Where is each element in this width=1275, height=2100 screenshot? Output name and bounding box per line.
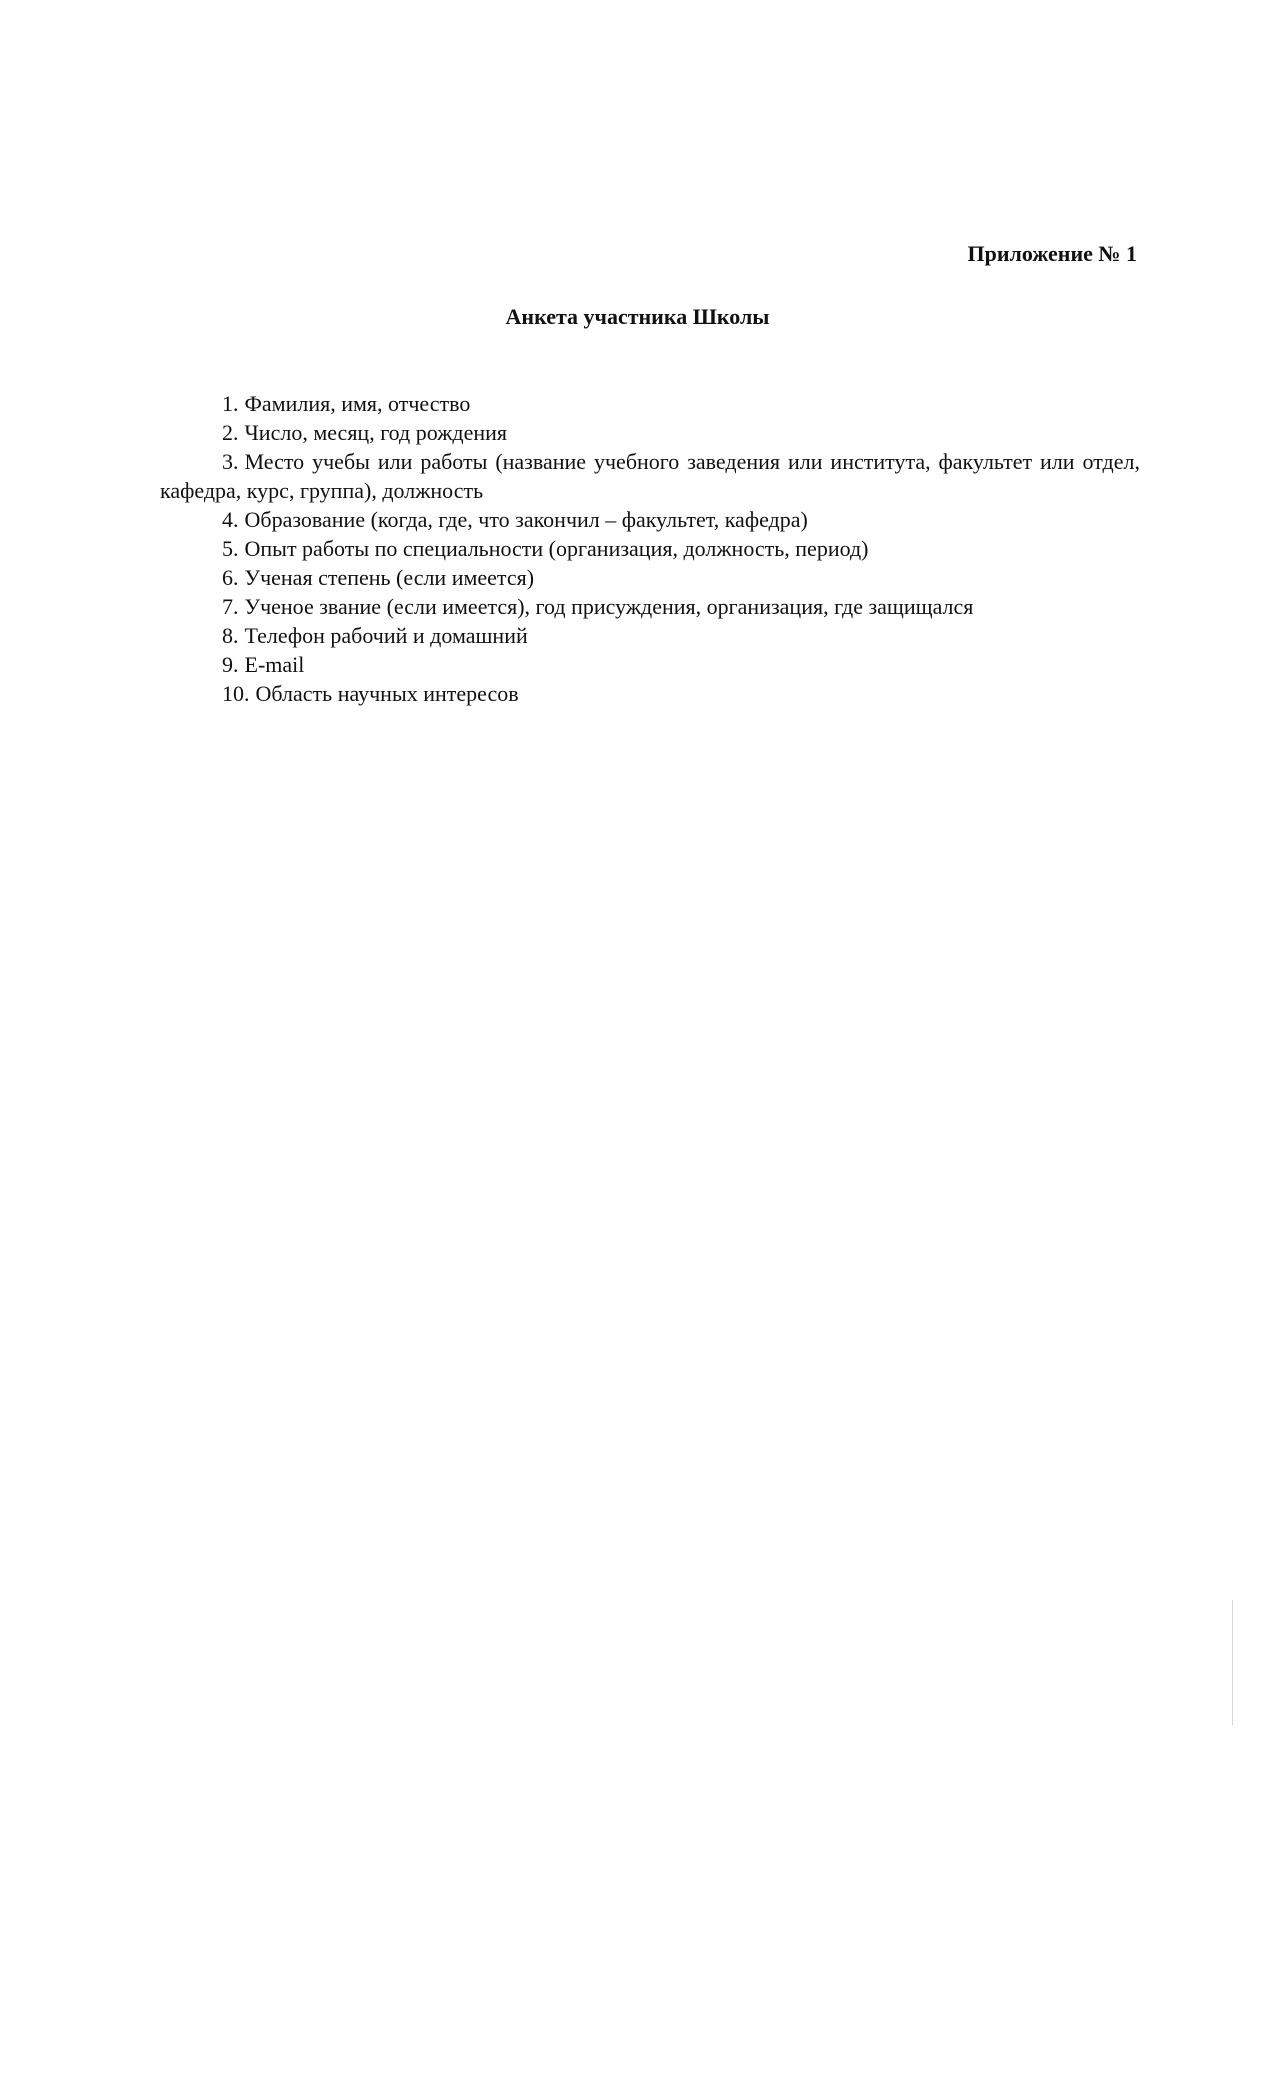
list-item [160, 505, 1140, 534]
list-item-number: 10. [222, 681, 250, 706]
page-title: Анкета участника Школы [505, 304, 770, 329]
list-item-text: Ученое звание (если имеется), год присуждения, организация, где защищался [244, 594, 974, 619]
list-item [160, 621, 1140, 650]
list-item [160, 418, 1140, 447]
list-item-text: Фамилия, имя, отчество [244, 391, 471, 416]
list-item [160, 447, 1140, 505]
appendix-label: Приложение № 1 [967, 241, 1137, 266]
list-item [160, 650, 1140, 679]
list-item [160, 563, 1140, 592]
list-item-text: Опыт работы по специальности (организация, должность, период) [244, 536, 869, 561]
list-item [160, 534, 1140, 563]
list-item-text: Место учебы или работы (название учебного заведения или института, факультет или отдел, кафедра, курс, группа), должность [160, 449, 1140, 503]
list-item-number: 4. [222, 507, 239, 532]
scan-edge-line [1232, 1600, 1233, 1725]
list-item-text: Образование (когда, где, что закончил – факультет, кафедра) [244, 507, 808, 532]
list-item [160, 679, 1140, 708]
list-item-text: Ученая степень (если имеется) [244, 565, 535, 590]
list-item-text: Число, месяц, год рождения [244, 420, 508, 445]
list-item-text: Телефон рабочий и домашний [244, 623, 528, 648]
list-item-number: 7. [222, 594, 239, 619]
list-item-number: 2. [222, 420, 239, 445]
list-item-number: 1. [222, 391, 239, 416]
list-item-number: 5. [222, 536, 239, 561]
list-item-number: 8. [222, 623, 239, 648]
list-item-number: 9. [222, 652, 239, 677]
list-item-text: E-mail [244, 652, 305, 677]
list-item-number: 3. [222, 449, 239, 474]
list-item-text: Область научных интересов [255, 681, 519, 706]
list-item [160, 389, 1140, 418]
list-item [160, 592, 1140, 621]
list-item-number: 6. [222, 565, 239, 590]
questionnaire-list [160, 389, 1140, 708]
